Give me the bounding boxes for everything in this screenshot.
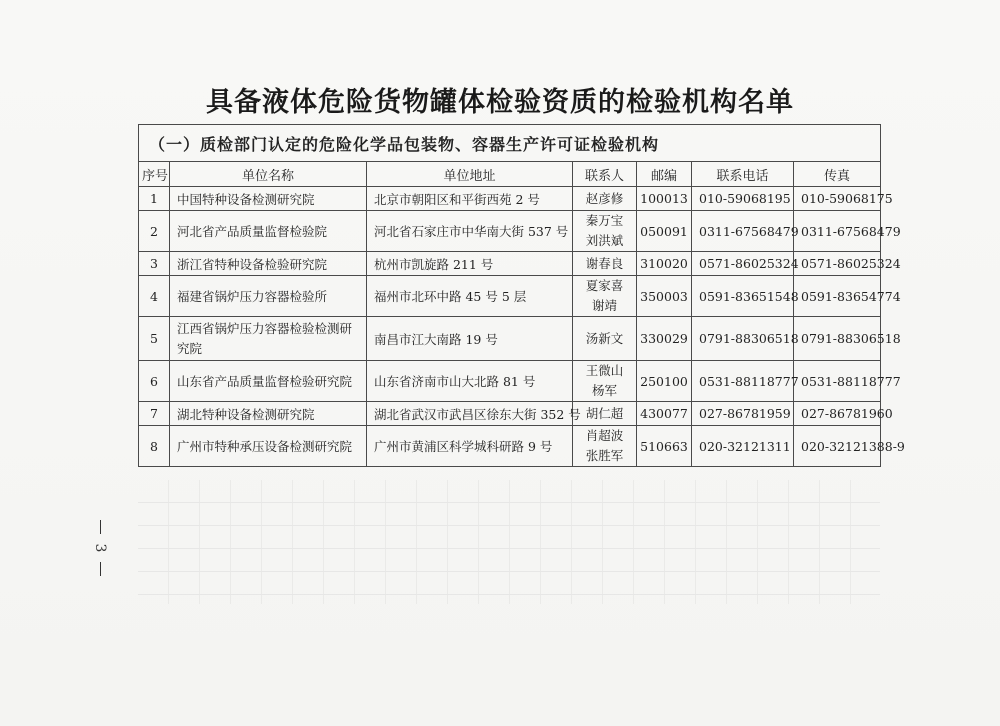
- cell-postcode: 100013: [637, 187, 692, 211]
- table-row: [139, 252, 881, 276]
- cell-contact: 赵彦修: [573, 187, 637, 211]
- header-postcode: 邮编: [637, 162, 692, 187]
- cell-address: 湖北省武汉市武昌区徐东大街 352 号: [367, 402, 573, 426]
- cell-contact: 秦万宝 刘洪斌: [573, 211, 637, 252]
- cell-contact: 谢春良: [573, 252, 637, 276]
- cell-name: 江西省锅炉压力容器检验检测研究院: [170, 317, 367, 361]
- page-number-text: 3: [92, 543, 108, 553]
- cell-address: 广州市黄浦区科学城科研路 9 号: [367, 426, 573, 467]
- table-row: [139, 402, 881, 426]
- header-name: 单位名称: [170, 162, 367, 187]
- table-row: [139, 361, 881, 402]
- cell-fax: 0311-67568479: [794, 211, 881, 252]
- cell-address: 南昌市江大南路 19 号: [367, 317, 573, 361]
- cell-fax: 0591-83654774: [794, 276, 881, 317]
- cell-phone: 010-59068195: [692, 187, 794, 211]
- cell-fax: 020-32121388-9: [794, 426, 881, 467]
- cell-address: 北京市朝阳区和平街西苑 2 号: [367, 187, 573, 211]
- cell-phone: 0311-67568479: [692, 211, 794, 252]
- header-fax: 传真: [794, 162, 881, 187]
- cell-fax: 0531-88118777: [794, 361, 881, 402]
- table-row: [139, 276, 881, 317]
- cell-name: 福建省锅炉压力容器检验所: [170, 276, 367, 317]
- cell-postcode: 350003: [637, 276, 692, 317]
- cell-phone: 027-86781959: [692, 402, 794, 426]
- cell-name: 浙江省特种设备检验研究院: [170, 252, 367, 276]
- table-row: [139, 426, 881, 467]
- cell-postcode: 330029: [637, 317, 692, 361]
- cell-contact: 汤新文: [573, 317, 637, 361]
- cell-fax: 0791-88306518: [794, 317, 881, 361]
- cell-postcode: 250100: [637, 361, 692, 402]
- header-contact: 联系人: [573, 162, 637, 187]
- cell-name: 中国特种设备检测研究院: [170, 187, 367, 211]
- cell-address: 河北省石家庄市中华南大街 537 号: [367, 211, 573, 252]
- header-no: 序号: [139, 162, 170, 187]
- cell-contact: 夏家喜 谢靖: [573, 276, 637, 317]
- cell-fax: 027-86781960: [794, 402, 881, 426]
- page-number-dash-bottom: [100, 562, 101, 576]
- cell-name: 湖北特种设备检测研究院: [170, 402, 367, 426]
- cell-contact: 肖超波 张胜军: [573, 426, 637, 467]
- cell-postcode: 050091: [637, 211, 692, 252]
- institution-table: [138, 124, 905, 467]
- cell-fax: 010-59068175: [794, 187, 881, 211]
- cell-name: 山东省产品质量监督检验研究院: [170, 361, 367, 402]
- table-header-row: [139, 162, 881, 187]
- table-row: [139, 211, 881, 252]
- cell-phone: 0591-83651548: [692, 276, 794, 317]
- cell-no: 8: [139, 426, 170, 467]
- table-row: [139, 317, 881, 361]
- cell-address: 福州市北环中路 45 号 5 层: [367, 276, 573, 317]
- cell-phone: 0531-88118777: [692, 361, 794, 402]
- cell-postcode: 310020: [637, 252, 692, 276]
- document-title: 具备液体危险货物罐体检验资质的检验机构名单: [206, 87, 794, 118]
- cell-no: 1: [139, 187, 170, 211]
- cell-phone: 020-32121311: [692, 426, 794, 467]
- cell-contact: 胡仁超: [573, 402, 637, 426]
- cell-phone: 0791-88306518: [692, 317, 794, 361]
- section-title-row: [139, 125, 881, 162]
- cell-no: 2: [139, 211, 170, 252]
- cell-postcode: 510663: [637, 426, 692, 467]
- bleed-through-shadow: [138, 480, 880, 604]
- header-phone: 联系电话: [692, 162, 794, 187]
- cell-no: 5: [139, 317, 170, 361]
- cell-phone: 0571-86025324: [692, 252, 794, 276]
- table-row: [139, 187, 881, 211]
- cell-no: 7: [139, 402, 170, 426]
- cell-address: 杭州市凯旋路 211 号: [367, 252, 573, 276]
- cell-name: 河北省产品质量监督检验院: [170, 211, 367, 252]
- cell-contact: 王微山 杨军: [573, 361, 637, 402]
- institution-table-wrapper: [138, 124, 905, 467]
- cell-no: 3: [139, 252, 170, 276]
- cell-fax: 0571-86025324: [794, 252, 881, 276]
- header-address: 单位地址: [367, 162, 573, 187]
- page-number-dash-top: [100, 520, 101, 534]
- cell-name: 广州市特种承压设备检测研究院: [170, 426, 367, 467]
- cell-no: 4: [139, 276, 170, 317]
- cell-no: 6: [139, 361, 170, 402]
- page-number: [90, 520, 110, 576]
- section-title: （一）质检部门认定的危险化学品包装物、容器生产许可证检验机构: [139, 125, 881, 162]
- cell-address: 山东省济南市山大北路 81 号: [367, 361, 573, 402]
- cell-postcode: 430077: [637, 402, 692, 426]
